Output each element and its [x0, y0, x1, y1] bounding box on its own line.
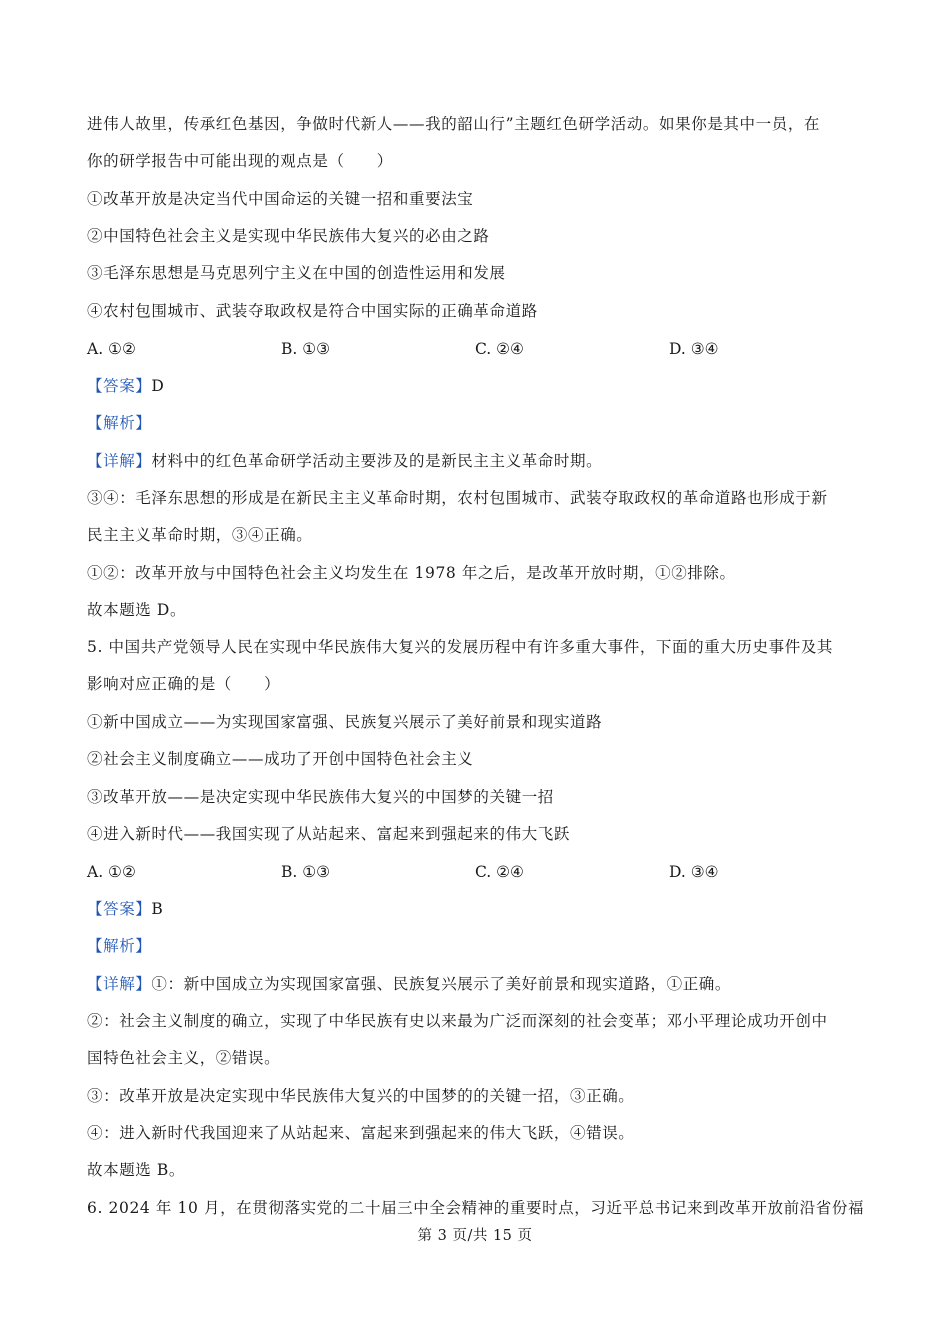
q4-intro-line1: 进伟人故里，传承红色基因，争做时代新人——我的韶山行”主题红色研学活动。如果你是其中一员，在: [87, 115, 821, 133]
q5-stem-line2: 影响对应正确的是（ ）: [87, 675, 281, 693]
q4-answer-label: 【答案】: [87, 377, 152, 395]
q4-detail-row: [87, 450, 877, 472]
q4-explanation-2: ①②：改革开放与中国特色社会主义均发生在 1978 年之后，是改革开放时期，①②排除。: [87, 564, 736, 582]
q5-explanation-3: ③：改革开放是决定实现中华民族伟大复兴的中国梦的的关键一招，③正确。: [87, 1087, 635, 1105]
q5-item-3: ③改革开放——是决定实现中华民族伟大复兴的中国梦的关键一招: [87, 788, 554, 806]
q4-answer-row: [87, 375, 877, 397]
q5-item-2: ②社会主义制度确立——成功了开创中国特色社会主义: [87, 750, 474, 768]
q4-option-a: A. ①②: [87, 340, 136, 358]
page-footer: 第 3 页/共 15 页: [417, 1228, 533, 1244]
q5-conclusion: 故本题选 B。: [87, 1161, 186, 1179]
q5-explanation-2-line1: ②：社会主义制度的确立，实现了中华民族有史以来最为广泛而深刻的社会变革；邓小平理论成功开创中: [87, 1012, 828, 1030]
q4-explanation-1-line1: ③④：毛泽东思想的形成是在新民主主义革命时期，农村包围城市、武装夺取政权的革命道路也形成于新: [87, 489, 828, 507]
q4-item-3: ③毛泽东思想是马克思列宁主义在中国的创造性运用和发展: [87, 264, 506, 282]
q4-option-c: C. ②④: [475, 340, 524, 358]
q5-analysis-label: 【解析】: [87, 937, 152, 955]
q5-detail-text: ①：新中国成立为实现国家富强、民族复兴展示了美好前景和现实道路，①正确。: [151, 975, 732, 993]
q4-item-1: ①改革开放是决定当代中国命运的关键一招和重要法宝: [87, 190, 474, 208]
q4-analysis-label: 【解析】: [87, 414, 152, 432]
q4-detail-label: 【详解】: [87, 452, 152, 470]
q4-option-b: B. ①③: [281, 340, 331, 358]
q5-explanation-4: ④：进入新时代我国迎来了从站起来、富起来到强起来的伟大飞跃，④错误。: [87, 1124, 635, 1142]
q5-detail-label: 【详解】: [87, 975, 152, 993]
q6-stem-line1: 6. 2024 年 10 月，在贯彻落实党的二十届三中全会精神的重要时点，习近平总书记来到改革开放前沿省份福: [87, 1199, 865, 1217]
q4-intro-line2: 你的研学报告中可能出现的观点是（ ）: [87, 152, 393, 170]
q5-item-1: ①新中国成立——为实现国家富强、民族复兴展示了美好前景和现实道路: [87, 713, 603, 731]
q5-stem-line1: 5. 中国共产党领导人民在实现中华民族伟大复兴的发展历程中有许多重大事件，下面的重大历史事件及其: [87, 638, 834, 656]
q5-detail-row: [87, 973, 877, 995]
q5-answer-label: 【答案】: [87, 900, 152, 918]
q5-option-a: A. ①②: [87, 863, 136, 881]
q5-option-d: D. ③④: [669, 863, 719, 881]
q4-item-4: ④农村包围城市、武装夺取政权是符合中国实际的正确革命道路: [87, 302, 538, 320]
q5-item-4: ④进入新时代——我国实现了从站起来、富起来到强起来的伟大飞跃: [87, 825, 571, 843]
q5-explanation-2-line2: 国特色社会主义，②错误。: [87, 1049, 281, 1067]
q4-explanation-1-line2: 民主主义革命时期，③④正确。: [87, 526, 313, 544]
q5-answer-value: B: [151, 900, 164, 918]
q4-item-2: ②中国特色社会主义是实现中华民族伟大复兴的必由之路: [87, 227, 490, 245]
q5-answer-row: [87, 898, 877, 920]
q4-detail-text: 材料中的红色革命研学活动主要涉及的是新民主主义革命时期。: [151, 452, 603, 470]
q4-answer-value: D: [151, 377, 165, 395]
q5-option-c: C. ②④: [475, 863, 524, 881]
q4-conclusion: 故本题选 D。: [87, 601, 187, 619]
q4-option-d: D. ③④: [669, 340, 719, 358]
q5-option-b: B. ①③: [281, 863, 331, 881]
